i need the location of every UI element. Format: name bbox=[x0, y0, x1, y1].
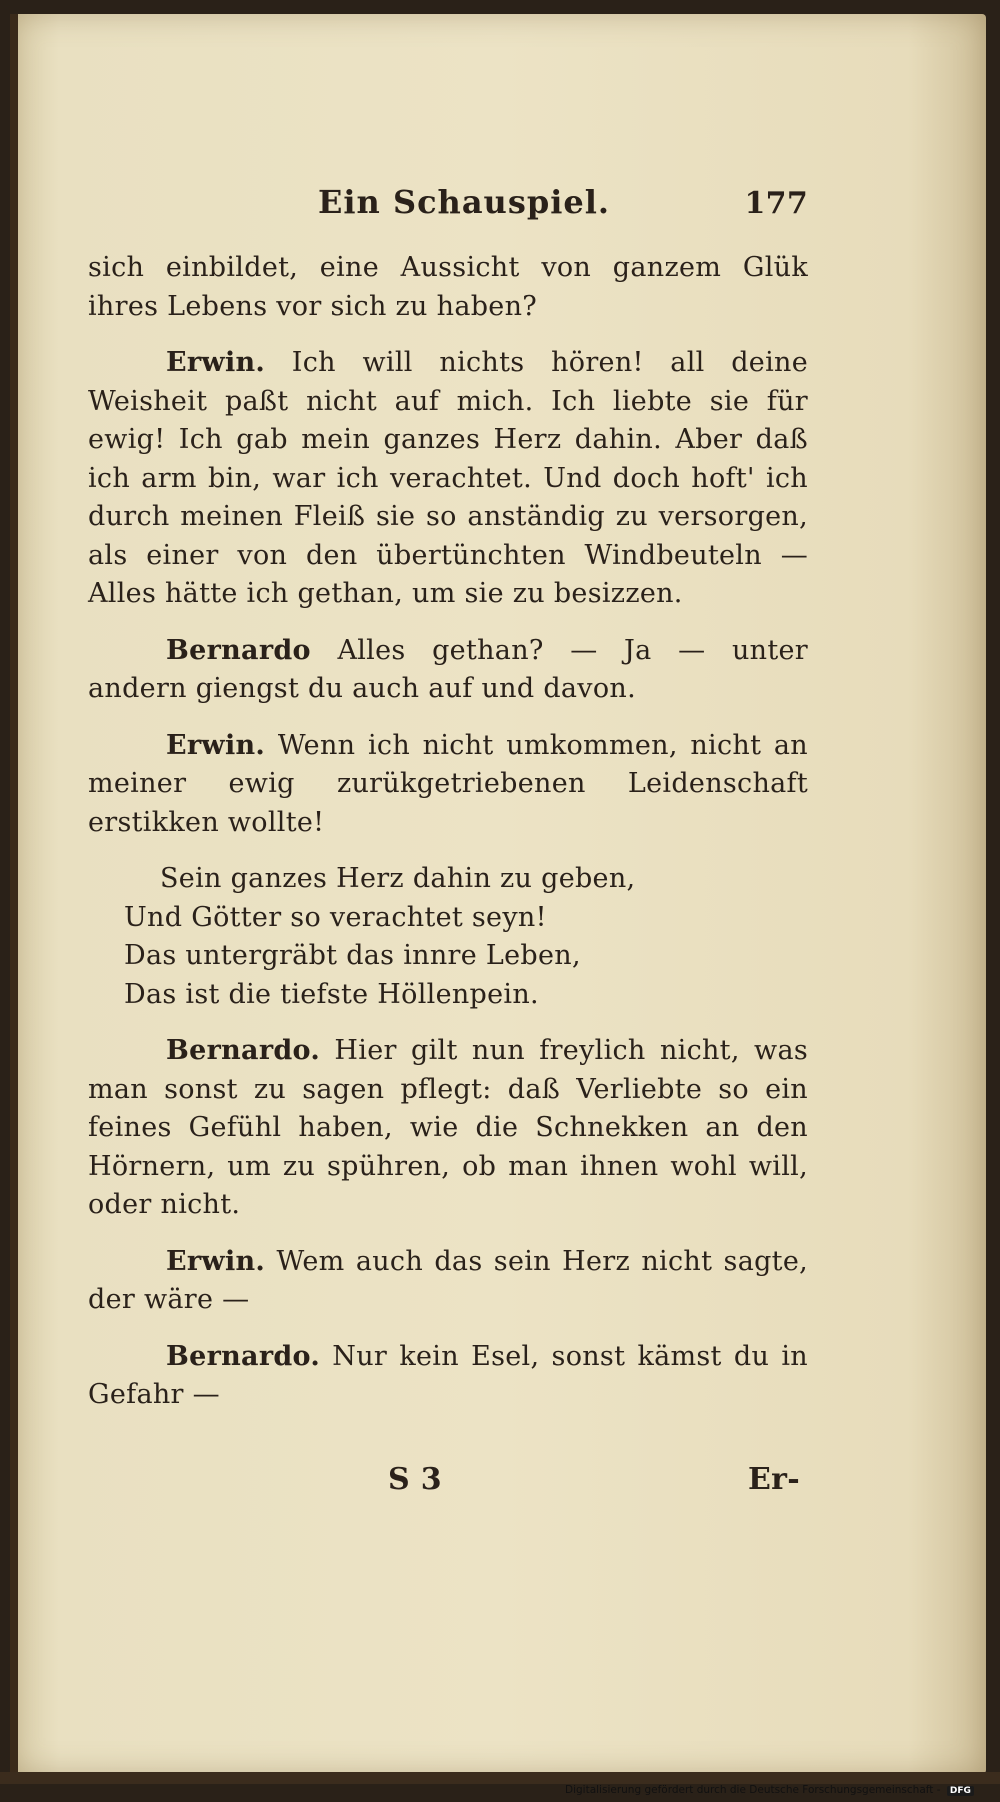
page-bottom-edge bbox=[0, 1772, 1000, 1784]
speaker-name: Erwin. bbox=[166, 347, 266, 378]
speaker-name: Bernardo. bbox=[166, 1035, 321, 1066]
speaker-name: Bernardo bbox=[166, 634, 311, 666]
page-footer bbox=[88, 1461, 808, 1511]
credit-text: Digitalisierung gefördert durch die Deutsche Forschungsgemeinschaft - bbox=[565, 1784, 941, 1796]
speech-text: Ich will nichts hören! all deine Weisheit paßt nicht auf mich. Ich liebte sie für ewig! Ich gab mein ganzes Herz dahin. Aber daß ich arm bin, war ich verachtet. Und doch hoft' ich durch meinen Fleiß sie so anständig zu versorgen, als einer von den übertünchten Windbeuteln — Alles hätte ich gethan, um sie zu besizzen. bbox=[88, 347, 808, 609]
speech bbox=[88, 727, 808, 843]
speech-text: Hier gilt nun freylich nicht, was man sonst zu sagen pflegt: daß Verliebte so ein feines Gefühl haben, wie die Schnekken an den Hörnern, um zu spühren, ob man ihnen wohl will, oder nicht. bbox=[88, 1035, 808, 1220]
dfg-logo: DFG bbox=[947, 1786, 974, 1796]
verse-block bbox=[124, 860, 808, 1014]
signature-mark: S 3 bbox=[388, 1461, 442, 1497]
speech-text: Wenn ich nicht umkommen, nicht an meiner ewig zurükgetriebenen Leidenschaft erstikken wollte! bbox=[88, 729, 808, 838]
speech bbox=[88, 632, 808, 709]
speech bbox=[88, 1338, 808, 1415]
speech-text: Nur kein Esel, sonst kämst du in Gefahr — bbox=[88, 1340, 808, 1410]
speech bbox=[88, 1243, 808, 1320]
digitization-credit bbox=[565, 1784, 995, 1800]
verse-line: Sein ganzes Herz dahin zu geben, bbox=[160, 863, 636, 894]
speaker-name: Bernardo. bbox=[166, 1340, 321, 1372]
running-title: Ein Schauspiel. bbox=[318, 183, 611, 221]
speaker-name: Erwin. bbox=[166, 729, 266, 761]
speech bbox=[88, 344, 808, 614]
verse-line: Das ist die tiefste Höllenpein. bbox=[124, 978, 539, 1010]
paragraph-text: sich einbildet, eine Aussicht von ganzem Glük ihres Lebens vor sich zu haben? bbox=[88, 252, 808, 322]
verse-line: Das untergräbt das innre Leben, bbox=[124, 940, 581, 971]
speech-text: Alles gethan? — Ja — unter andern giengst du auch auf und davon. bbox=[88, 634, 808, 704]
page-header bbox=[88, 175, 808, 235]
catchword: Er- bbox=[747, 1461, 800, 1497]
book-spine bbox=[10, 14, 18, 1774]
page-number: 177 bbox=[744, 186, 808, 221]
verse-line: Und Götter so verachtet seyn! bbox=[124, 901, 547, 933]
speaker-name: Erwin. bbox=[166, 1245, 266, 1277]
page-text bbox=[88, 175, 808, 1511]
paragraph bbox=[88, 249, 808, 326]
speech-text: Wem auch das sein Herz nicht sagte, der wäre — bbox=[88, 1245, 808, 1315]
speech bbox=[88, 1032, 808, 1225]
